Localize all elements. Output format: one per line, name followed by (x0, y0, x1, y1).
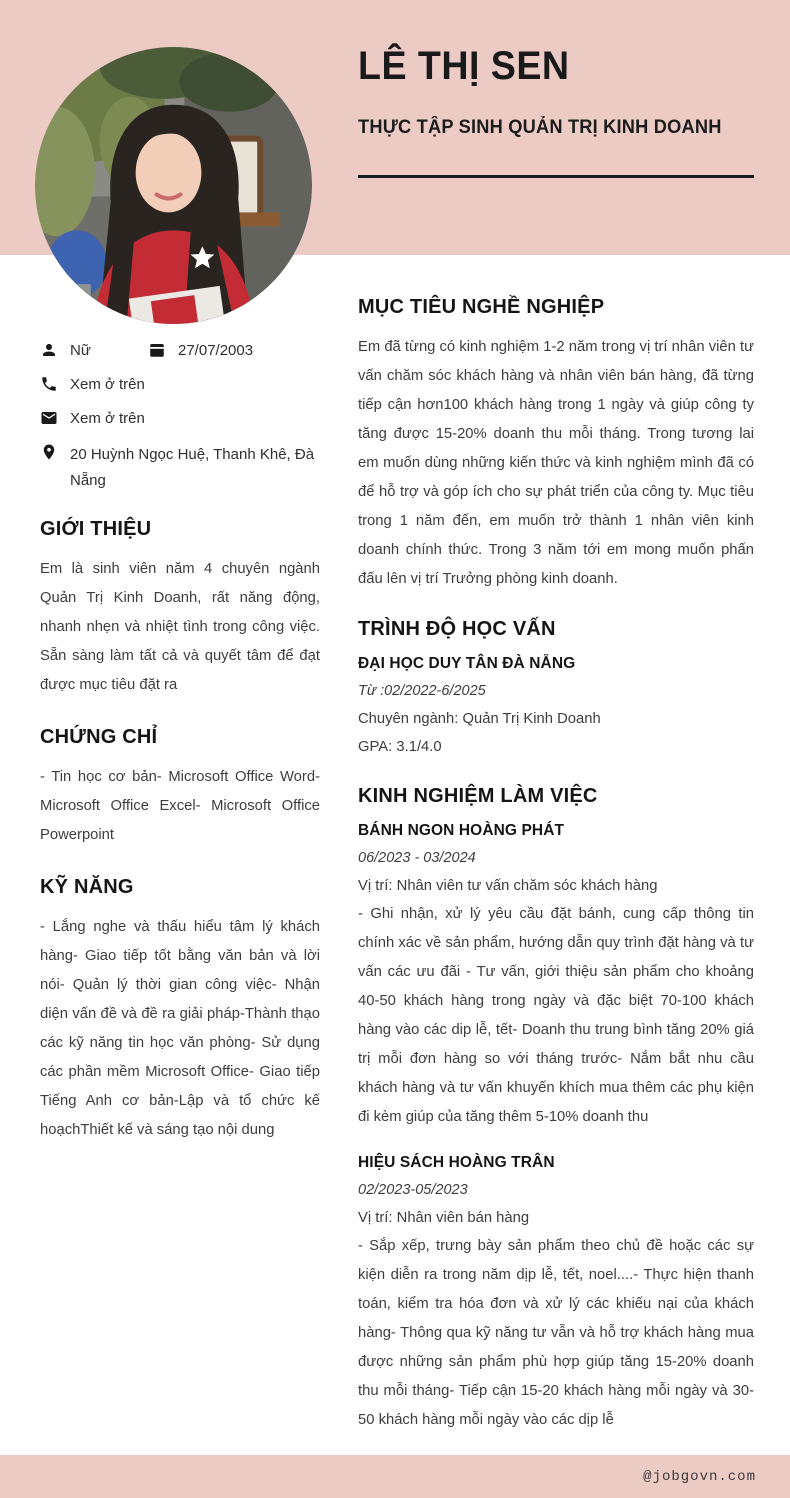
calendar-icon (148, 340, 178, 359)
contact-row-gender-birthdate (40, 340, 320, 361)
profile-photo (35, 47, 312, 324)
education-school: ĐẠI HỌC DUY TÂN ĐÀ NẴNG (358, 655, 576, 672)
footer-band (0, 1455, 790, 1498)
about-text: Em là sinh viên năm 4 chuyên ngành Quản Trị Kinh Doanh, rất năng động, nhanh nhẹn và nhiệt tình trong công việc. Sẵn sàng làm tất cả và quyết tâm để đạt được mục tiêu đặt ra (40, 561, 320, 693)
email-value: Xem ở trên (70, 410, 145, 427)
job-position: Vị trí: Nhân viên tư vấn chăm sóc khách hàng (358, 878, 658, 894)
candidate-name: LÊ THỊ SEN (358, 44, 570, 88)
certificates-text: - Tin học cơ bản- Microsoft Office Word- Microsoft Office Excel- Microsoft Office Powerpoint (40, 769, 320, 843)
job-period: 06/2023 - 03/2024 (358, 850, 476, 866)
header-divider-line (358, 175, 754, 178)
location-icon (40, 442, 70, 461)
job-company: BÁNH NGON HOÀNG PHÁT (358, 822, 565, 839)
header-text-block (358, 44, 754, 139)
education-gpa: GPA: 3.1/4.0 (358, 739, 442, 755)
section-heading-certificates: CHỨNG CHỈ (40, 726, 158, 748)
phone-value: Xem ở trên (70, 376, 145, 393)
right-column (358, 296, 754, 1435)
contact-row-address (40, 442, 320, 494)
education-period: Từ :02/2022-6/2025 (358, 683, 486, 699)
contact-row-email (40, 408, 320, 429)
section-heading-education: TRÌNH ĐỘ HỌC VẤN (358, 618, 556, 640)
candidate-job-title: THỰC TẬP SINH QUẢN TRỊ KINH DOANH (358, 117, 722, 138)
job-company: HIỆU SÁCH HOÀNG TRÂN (358, 1154, 555, 1171)
left-column (40, 340, 320, 1145)
skills-text: - Lắng nghe và thấu hiểu tâm lý khách hàng- Giao tiếp tốt bằng văn bản và lời nói- Quản lý thời gian công việc- Nhận diện vấn đề và đề ra giải pháp-Thành thạo các kỹ năng tin học văn phòng- Sử dụng các phần mềm Microsoft Office- Giao tiếp Tiếng Anh cơ bản-Lập và tổ chức kế hoạchThiết kế và sáng tạo nội dung (40, 919, 320, 1138)
phone-icon (40, 374, 70, 393)
section-heading-skills: KỸ NĂNG (40, 876, 134, 898)
job-period: 02/2023-05/2023 (358, 1182, 468, 1198)
education-major: Chuyên ngành: Quản Trị Kinh Doanh (358, 711, 601, 727)
job-position: Vị trí: Nhân viên bán hàng (358, 1210, 530, 1226)
objective-text: Em đã từng có kinh nghiệm 1-2 năm trong vị trí nhân viên tư vấn chăm sóc khách hàng và nhân viên bán hàng, đã từng tiếp cận hơn100 khách hàng trong 1 ngày và giúp công ty tăng được 15-20% doanh thu mỗi tháng. Trong tương lai em muốn dùng những kiến thức và kinh nghiệm mình đã có để hỗ trợ và góp ích cho sự phát triển của công ty. Mục tiêu trong 1 năm đến, em muốn trở thành 1 nhân viên kinh doanh chính thức. Trong 3 năm tới em mong muốn phấn đấu lên vị trí Trưởng phòng kinh doanh. (358, 339, 754, 587)
section-heading-experience: KINH NGHIỆM LÀM VIỆC (358, 785, 598, 807)
job-details: - Ghi nhận, xử lý yêu cầu đặt bánh, cung cấp thông tin chính xác về sản phẩm, hướng dẫn quy trình đặt hàng và tư vấn các ưu đãi - Tư vấn, giới thiệu sản phẩm cho khoảng 40-50 khách hàng trong ngày và đặc biệt 70-100 khách hàng vào các dip lễ, tết- Doanh thu trung bình tăng 20% giá trị mỗi đơn hàng so với tháng trước- Nắm bắt nhu cầu khách hàng và tư vấn khuyến khích mua thêm các phụ kiện đi kèm giúp của tăng thêm 5-10% doanh thu (358, 906, 754, 1125)
job-entry (358, 1154, 754, 1435)
person-icon (40, 340, 70, 359)
birthdate-value: 27/07/2003 (178, 342, 254, 359)
email-icon (40, 408, 70, 427)
profile-photo-illustration (35, 47, 312, 324)
section-heading-objective: MỤC TIÊU NGHỀ NGHIỆP (358, 296, 605, 318)
address-value: 20 Huỳnh Ngọc Huệ, Thanh Khê, Đà Nẵng (70, 446, 315, 489)
watermark-text: @jobgovn.com (643, 1468, 756, 1485)
contact-row-phone (40, 374, 320, 395)
section-heading-about: GIỚI THIỆU (40, 518, 152, 540)
job-details: - Sắp xếp, trưng bày sản phẩm theo chủ đề hoặc các sự kiện diễn ra trong năm dịp lễ, tết, noel....- Thực hiện thanh toán, kiểm tra hóa đơn và xử lý các khiếu nại của khách hàng- Thông qua kỹ năng tư vẫn và hỗ trợ khách hàng mua được những sản phẩm phù hợp giúp tăng 15-20% doanh thu mỗi tháng- Tiếp cận 15-20 khách hàng mỗi ngày và 30-50 khách hàng mỗi ngày vào các dịp lễ (358, 1238, 754, 1428)
gender-value: Nữ (70, 342, 91, 359)
job-entry (358, 822, 754, 1132)
